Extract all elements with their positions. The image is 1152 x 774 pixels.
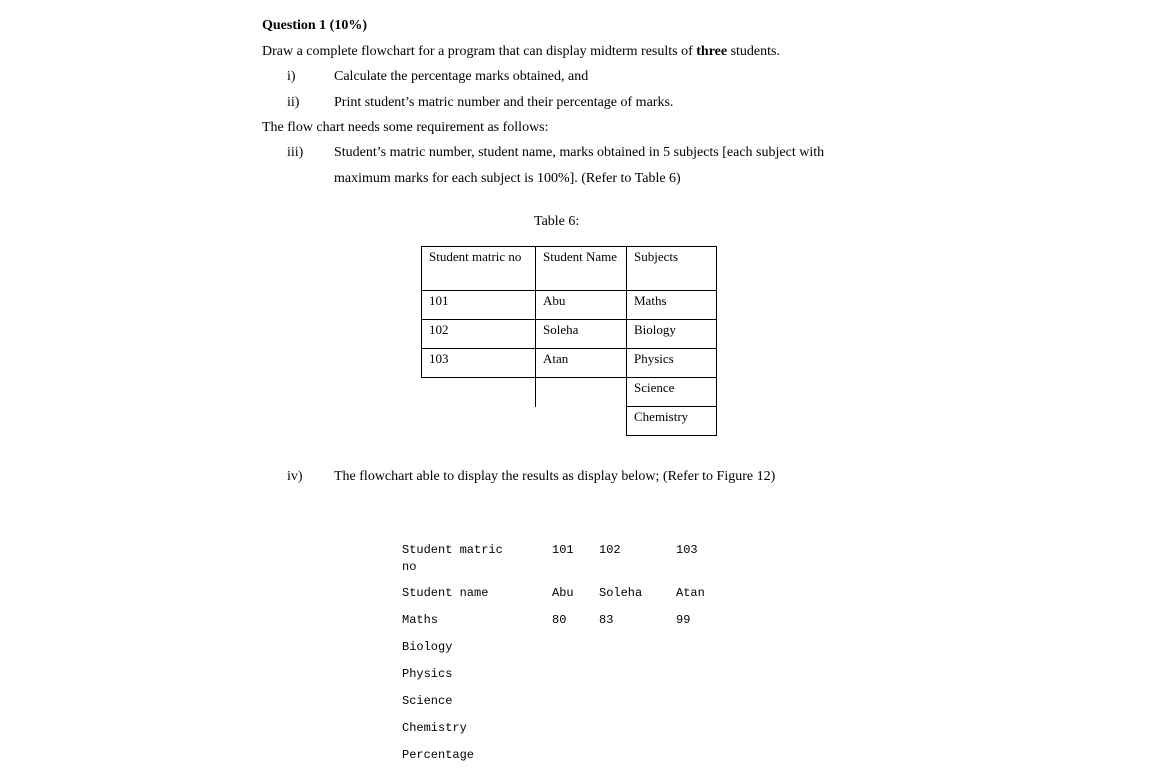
question-title: Question 1 (10%) xyxy=(262,18,367,33)
table6-header-matric: Student matric no xyxy=(422,247,536,291)
table6-cell: 102 xyxy=(422,320,536,349)
item-i-text: Calculate the percentage marks obtained, and xyxy=(334,69,589,84)
fig-label-name: Student name xyxy=(402,586,489,600)
fig-name-value: Abu xyxy=(552,586,574,600)
item-iii-line2: maximum marks for each subject is 100%]. (Refer to Table 6) xyxy=(334,171,681,186)
fig-name-value: Atan xyxy=(676,586,705,600)
table6-cell-empty xyxy=(422,378,536,407)
fig-maths-value: 80 xyxy=(552,613,567,627)
table6-row xyxy=(422,291,717,320)
table6-cell-empty xyxy=(536,378,627,407)
table6-cell: Physics xyxy=(627,349,717,378)
intro-bold: three xyxy=(696,44,728,59)
table6-row xyxy=(422,349,717,378)
fig-matric-value: 101 xyxy=(552,543,574,557)
fig-label-physics: Physics xyxy=(402,667,453,681)
table6-row xyxy=(422,320,717,349)
table6-cell: Biology xyxy=(627,320,717,349)
item-iii-number: iii) xyxy=(287,145,304,160)
fig-matric-value: 103 xyxy=(676,543,698,557)
requirement-intro: The flow chart needs some requirement as follows: xyxy=(262,120,549,135)
intro-prefix: Draw a complete flowchart for a program that can display midterm results of xyxy=(262,44,697,59)
item-ii-number: ii) xyxy=(287,95,300,110)
table6-cell: Abu xyxy=(536,291,627,320)
fig-label-biology: Biology xyxy=(402,640,453,654)
fig-label-chemistry: Chemistry xyxy=(402,721,467,735)
item-iii-line1: Student’s matric number, student name, marks obtained in 5 subjects [each subject with xyxy=(334,145,825,160)
table6-header-name: Student Name xyxy=(536,247,627,291)
fig-matric-value: 102 xyxy=(599,543,621,557)
table6-cell: Science xyxy=(627,378,717,407)
fig-label-percentage: Percentage xyxy=(402,748,475,762)
item-i-number: i) xyxy=(287,69,296,84)
fig-label-matric-2: no xyxy=(402,560,417,574)
fig-maths-value: 99 xyxy=(676,613,691,627)
fig-label-science: Science xyxy=(402,694,453,708)
item-ii-text: Print student’s matric number and their percentage of marks. xyxy=(334,95,674,110)
intro-suffix: students. xyxy=(727,44,780,59)
table6-caption: Table 6: xyxy=(534,214,580,229)
table6-row xyxy=(422,407,717,436)
fig-label-maths: Maths xyxy=(402,613,439,627)
table6-cell: Maths xyxy=(627,291,717,320)
table6-header-subjects: Subjects xyxy=(627,247,717,291)
fig-maths-value: 83 xyxy=(599,613,614,627)
table6 xyxy=(421,246,717,436)
item-iv-number: iv) xyxy=(287,469,303,484)
table6-cell-empty xyxy=(536,407,627,436)
table6-row xyxy=(422,378,717,407)
table6-cell: 103 xyxy=(422,349,536,378)
table6-cell-empty xyxy=(422,407,536,436)
question-intro xyxy=(262,44,780,60)
table6-header-row xyxy=(422,247,717,291)
table6-cell: Chemistry xyxy=(627,407,717,436)
table6-cell: Soleha xyxy=(536,320,627,349)
item-iv-text: The flowchart able to display the results as display below; (Refer to Figure 12) xyxy=(334,469,776,484)
fig-name-value: Soleha xyxy=(599,586,643,600)
table6-cell: 101 xyxy=(422,291,536,320)
fig-label-matric: Student matric xyxy=(402,543,503,557)
table6-cell: Atan xyxy=(536,349,627,378)
